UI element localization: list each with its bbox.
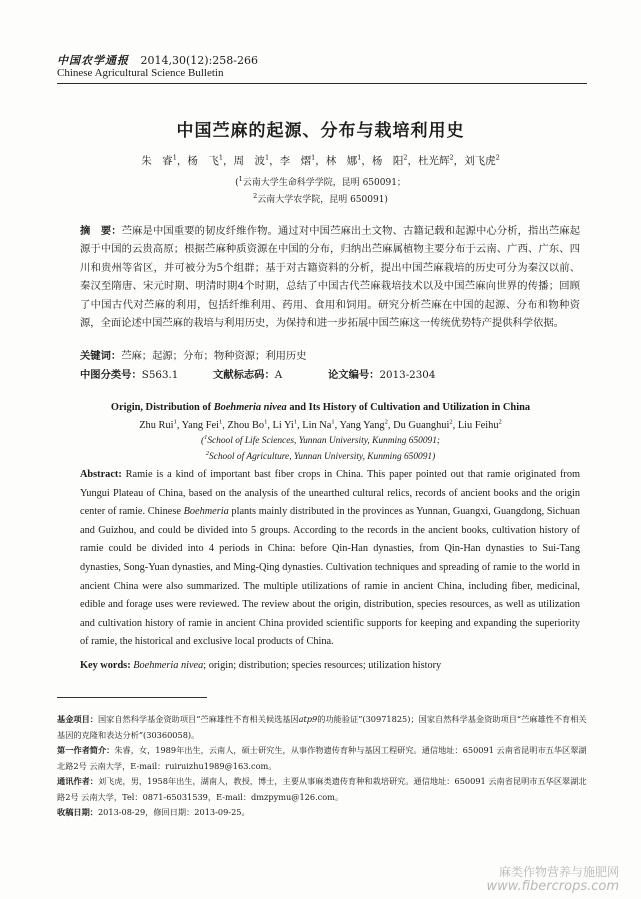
author-name: Du Guanghui$^2$ xyxy=(393,418,453,431)
keywords-cn: 关键词：苎麻；起源；分布；物种资源；利用历史 xyxy=(80,350,307,362)
abstract-cn xyxy=(80,222,580,332)
author-list-cn: 朱 睿$^1$，杨 飞$^1$，周 波$^1$，李 熠$^1$，林 娜$^1$，杨 阳$^2$，杜光辉$^2$，刘飞虎$^2$ xyxy=(141,153,500,167)
footnote-fund: 基金项目：国家自然科学基金资助项目“苎麻雄性不育相关候选基因atp9的功能验证”(30971825)；国家自然科学基金资助项目“苎麻雄性不育相关基因的克隆和表达分析”(30360058)。 xyxy=(57,714,587,740)
author-name: Liu Feihu$^2$ xyxy=(457,418,502,431)
footnote-divider xyxy=(57,697,207,698)
author-name: Zhu Rui$^1$ xyxy=(139,418,177,431)
author-name: 朱 睿$^1$ xyxy=(141,153,177,167)
author-name: Yang Yang$^2$ xyxy=(339,418,388,431)
journal-name-cn: 中国农学通报 xyxy=(57,54,129,67)
abstract-cn-label: 摘 要： xyxy=(80,225,122,237)
watermark-url: www.fibercrops.com xyxy=(486,879,619,894)
author-name: 林 娜$^1$ xyxy=(325,153,362,167)
author-name: 刘飞虎$^2$ xyxy=(464,153,500,167)
footnote-dates: 收稿日期：2013-08-29，修回日期：2013-09-25。 xyxy=(57,807,250,817)
author-name: Li Yi$^1$ xyxy=(272,418,298,431)
abstract-en: Abstract: Ramie is a kind of important bast fiber crops in China. This paper pointed out that ramie originated from Yungui Plateau of China, based on the analysis of the unearthed cultural relics, records of ancient books and the origin center of ramie. Chinese Boehmeria plants mainly distributed in the provinces as Yunnan, Guangxi, Guangdong, Sichuan and Guizhou, and could be divided into 5 groups. According to the records in the ancient books, cultivation history of ramie could be divided into 4 periods in China: before Qin-Han dynasties, from Qin-Han dynasties to Sui-Tang dynasties, Song-Yuan dynasties, and Ming-Qing dynasties. Cultivation techniques and spreading of ramie to the world in ancient China were also summarized. The multiple utilizations of ramie in ancient China, including fiber, medicinal, edible and forage uses were reviewed. The review about the origin, distribution, species resources, as well as utilization and cultivation history of ramie in ancient China provided scientific supports for keeping and expanding the superiority of ramie, the historical and exclusive local products of China. xyxy=(80,469,580,648)
footnote-first-author: 第一作者简介：朱睿，女，1989年出生，云南人，硕士研究生，从事作物遗传育种与基因工程研究。通信地址：650091 云南省昆明市五华区翠湖北路2号 云南大学，E-mail：ruiruizhu1989@163.com。 xyxy=(57,745,587,771)
footnote-corresponding: 通讯作者：刘飞虎，男，1958年出生，湖南人，教授，博士，主要从事麻类遗传育种和栽培研究。通信地址：650091 云南省昆明市五华区翠湖北路2号 云南大学，Tel：0871-65031539，E-mail：dmzpymu@126.com。 xyxy=(57,776,587,802)
clc-number: 中图分类号：S563.1 xyxy=(80,369,179,381)
journal-name-en: Chinese Agricultural Science Bulletin xyxy=(57,67,224,79)
author-name: Lin Na$^1$ xyxy=(302,418,335,431)
abstract-en-label: Abstract: xyxy=(80,469,122,480)
paper-number: 论文编号：2013-2304 xyxy=(328,369,436,381)
author-list-en: Zhu Rui$^1$, Yang Fei$^1$, Zhou Bo$^1$, Li Yi$^1$, Lin Na$^1$, Yang Yang$^2$, Du Guanghui$^2$, Liu Feihu$^2$ xyxy=(139,418,502,431)
author-name: 杨 阳$^2$ xyxy=(371,153,408,167)
author-name: 杜光辉$^2$ xyxy=(418,153,454,167)
watermark-cn: 麻类作物营养与施肥网 xyxy=(498,865,619,879)
abstract-cn-text: 苎麻是中国重要的韧皮纤维作物。通过对中国苎麻出土文物、古籍记载和起源中心分析，指出苎麻起源于中国的云贵高原；根据苎麻种质资源在中国的分布，归纳出苎麻属植物主要分布于云南、广西、广东、四川和贵州等省区，并可被分为5个组群；基于对古籍资料的分析，提出中国苎麻栽培的历史可分为秦汉以前、秦汉至隋唐、宋元时期、明清时期4个时期，总结了中国古代苎麻栽培技术以及中国苎麻向世界的传播；回顾了中国古代对苎麻的利用，包括纤维利用、药用、食用和饲用。研究分析苎麻在中国的起源、分布和物种资源，全面论述中国苎麻的栽培与利用历史，为保持和进一步拓展中国苎麻这一传统优势特产提供科学依据。 xyxy=(80,225,581,330)
affiliation-cn-2: $^2$云南大学农学院，昆明 650091) xyxy=(253,192,388,205)
author-name: 杨 飞$^1$ xyxy=(187,153,223,167)
affiliation-en-2: $^2$School of Agriculture, Yunnan University, Kunming 650091) xyxy=(205,449,436,462)
author-name: Yang Fei$^1$ xyxy=(181,418,223,431)
author-name: 周 波$^1$ xyxy=(233,153,270,167)
journal-header xyxy=(57,52,258,68)
keywords-en: Key words: Boehmeria nivea; origin; distribution; species resources; utilization history xyxy=(80,660,442,671)
paper-title-cn: 中国苎麻的起源、分布与栽培利用史 xyxy=(176,121,465,141)
citation: 2014,30(12):258-266 xyxy=(140,54,258,67)
affiliation-cn-1: ($^1$云南大学生命科学学院，昆明 650091； xyxy=(235,175,406,188)
header-divider xyxy=(57,83,587,84)
author-name: 李 熠$^1$ xyxy=(279,153,316,167)
doc-code: 文献标志码：A xyxy=(213,369,283,381)
author-name: Zhou Bo$^1$ xyxy=(227,418,268,431)
affiliation-en-1: ($^1$School of Life Sciences, Yunnan University, Kunming 650091; xyxy=(200,433,441,446)
paper-title-en: Origin, Distribution of Boehmeria nivea and Its History of Cultivation and Utilization in China xyxy=(110,402,531,413)
